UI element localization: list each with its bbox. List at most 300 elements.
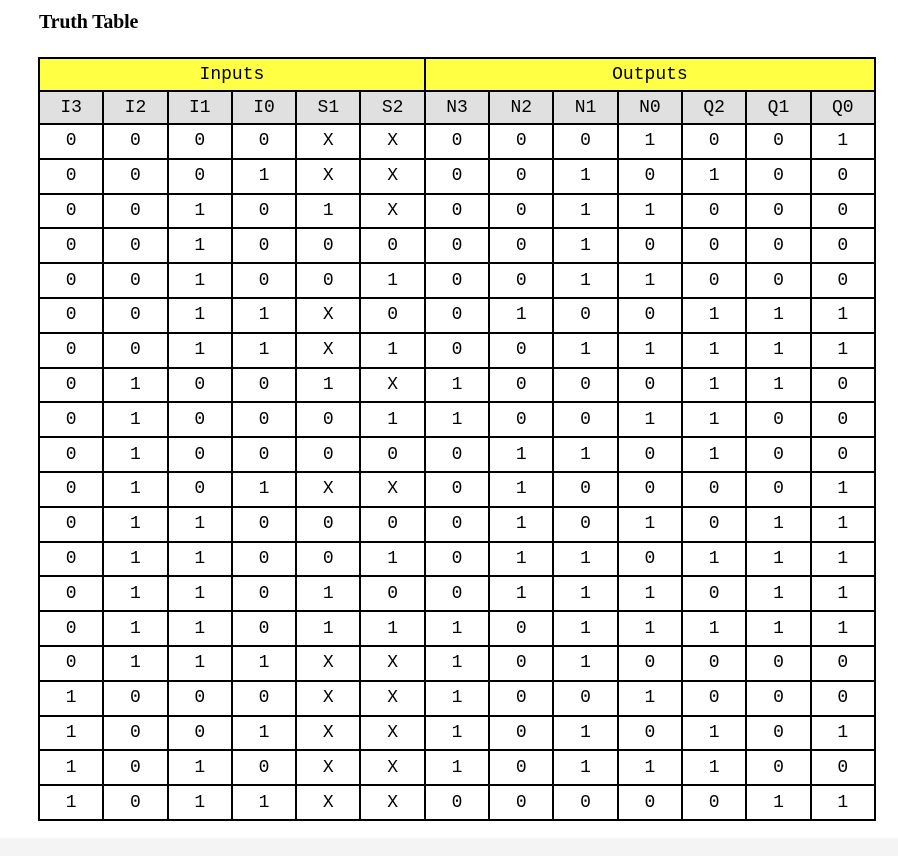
cell-n1: 1 bbox=[553, 542, 617, 577]
cell-n0: 1 bbox=[618, 194, 682, 229]
cell-s2: X bbox=[360, 194, 424, 229]
cell-i3: 0 bbox=[39, 333, 103, 368]
cell-n0: 0 bbox=[618, 716, 682, 751]
cell-n0: 0 bbox=[618, 437, 682, 472]
cell-i0: 1 bbox=[232, 785, 296, 820]
cell-i1: 1 bbox=[168, 785, 232, 820]
table-row bbox=[39, 472, 875, 507]
cell-n2: 0 bbox=[489, 402, 553, 437]
column-header-i1: I1 bbox=[168, 91, 232, 124]
cell-n2: 0 bbox=[489, 228, 553, 263]
cell-i0: 0 bbox=[232, 228, 296, 263]
cell-s2: X bbox=[360, 368, 424, 403]
cell-q0: 1 bbox=[811, 124, 875, 159]
column-header-n1: N1 bbox=[553, 91, 617, 124]
cell-i3: 0 bbox=[39, 472, 103, 507]
cell-s2: 1 bbox=[360, 263, 424, 298]
cell-q0: 1 bbox=[811, 576, 875, 611]
cell-n0: 0 bbox=[618, 298, 682, 333]
cell-i3: 0 bbox=[39, 507, 103, 542]
cell-n0: 1 bbox=[618, 333, 682, 368]
cell-n0: 0 bbox=[618, 542, 682, 577]
cell-s2: X bbox=[360, 785, 424, 820]
cell-i2: 1 bbox=[103, 576, 167, 611]
cell-i2: 1 bbox=[103, 507, 167, 542]
cell-n2: 1 bbox=[489, 576, 553, 611]
cell-s2: 1 bbox=[360, 333, 424, 368]
cell-q2: 1 bbox=[682, 159, 746, 194]
cell-n1: 0 bbox=[553, 124, 617, 159]
cell-q0: 0 bbox=[811, 228, 875, 263]
cell-n1: 1 bbox=[553, 437, 617, 472]
cell-i2: 0 bbox=[103, 298, 167, 333]
cell-q1: 0 bbox=[746, 159, 810, 194]
cell-n1: 1 bbox=[553, 646, 617, 681]
cell-s1: 1 bbox=[296, 576, 360, 611]
cell-n2: 1 bbox=[489, 472, 553, 507]
cell-s1: X bbox=[296, 716, 360, 751]
cell-s1: 0 bbox=[296, 542, 360, 577]
cell-q2: 0 bbox=[682, 646, 746, 681]
cell-n2: 1 bbox=[489, 542, 553, 577]
cell-i1: 1 bbox=[168, 333, 232, 368]
cell-i3: 0 bbox=[39, 611, 103, 646]
cell-n0: 1 bbox=[618, 681, 682, 716]
column-header-i0: I0 bbox=[232, 91, 296, 124]
table-row bbox=[39, 333, 875, 368]
cell-q2: 0 bbox=[682, 785, 746, 820]
table-row bbox=[39, 298, 875, 333]
cell-s2: X bbox=[360, 159, 424, 194]
cell-q1: 1 bbox=[746, 298, 810, 333]
table-row bbox=[39, 750, 875, 785]
cell-q2: 1 bbox=[682, 611, 746, 646]
cell-i0: 1 bbox=[232, 159, 296, 194]
cell-q1: 1 bbox=[746, 368, 810, 403]
cell-q2: 0 bbox=[682, 681, 746, 716]
cell-n0: 0 bbox=[618, 368, 682, 403]
column-header-s1: S1 bbox=[296, 91, 360, 124]
cell-s2: 0 bbox=[360, 576, 424, 611]
column-header-q0: Q0 bbox=[811, 91, 875, 124]
cell-q1: 0 bbox=[746, 124, 810, 159]
cell-q1: 0 bbox=[746, 437, 810, 472]
cell-q0: 1 bbox=[811, 298, 875, 333]
cell-n0: 0 bbox=[618, 646, 682, 681]
cell-i1: 0 bbox=[168, 159, 232, 194]
cell-n2: 0 bbox=[489, 611, 553, 646]
cell-q0: 0 bbox=[811, 159, 875, 194]
cell-n3: 1 bbox=[425, 716, 489, 751]
cell-n3: 0 bbox=[425, 228, 489, 263]
cell-q0: 1 bbox=[811, 333, 875, 368]
cell-s1: 0 bbox=[296, 228, 360, 263]
cell-s2: 0 bbox=[360, 298, 424, 333]
cell-s2: X bbox=[360, 646, 424, 681]
cell-s2: 1 bbox=[360, 611, 424, 646]
cell-i3: 0 bbox=[39, 368, 103, 403]
cell-i0: 0 bbox=[232, 263, 296, 298]
cell-q1: 0 bbox=[746, 402, 810, 437]
cell-n3: 1 bbox=[425, 646, 489, 681]
cell-q2: 0 bbox=[682, 194, 746, 229]
column-header-q2: Q2 bbox=[682, 91, 746, 124]
cell-n1: 1 bbox=[553, 263, 617, 298]
bottom-strip bbox=[0, 838, 898, 856]
cell-q1: 0 bbox=[746, 646, 810, 681]
cell-q2: 0 bbox=[682, 228, 746, 263]
cell-s1: X bbox=[296, 298, 360, 333]
cell-s1: 1 bbox=[296, 194, 360, 229]
cell-i3: 1 bbox=[39, 681, 103, 716]
cell-i1: 0 bbox=[168, 368, 232, 403]
cell-i2: 0 bbox=[103, 228, 167, 263]
cell-q2: 0 bbox=[682, 472, 746, 507]
page-title: Truth Table bbox=[39, 11, 139, 33]
cell-n2: 0 bbox=[489, 681, 553, 716]
cell-n3: 1 bbox=[425, 402, 489, 437]
cell-q1: 1 bbox=[746, 785, 810, 820]
cell-s2: X bbox=[360, 750, 424, 785]
cell-i3: 0 bbox=[39, 298, 103, 333]
cell-n1: 1 bbox=[553, 159, 617, 194]
cell-s2: 0 bbox=[360, 228, 424, 263]
cell-i2: 1 bbox=[103, 611, 167, 646]
cell-n2: 0 bbox=[489, 159, 553, 194]
cell-i2: 1 bbox=[103, 646, 167, 681]
cell-q0: 0 bbox=[811, 368, 875, 403]
cell-i1: 1 bbox=[168, 263, 232, 298]
cell-n3: 0 bbox=[425, 124, 489, 159]
cell-i1: 0 bbox=[168, 681, 232, 716]
inputs-group-header: Inputs bbox=[39, 58, 425, 91]
cell-q0: 1 bbox=[811, 611, 875, 646]
cell-s2: 0 bbox=[360, 507, 424, 542]
cell-s2: X bbox=[360, 472, 424, 507]
cell-n3: 1 bbox=[425, 681, 489, 716]
cell-n2: 1 bbox=[489, 507, 553, 542]
cell-i0: 0 bbox=[232, 576, 296, 611]
cell-q2: 1 bbox=[682, 750, 746, 785]
cell-i1: 1 bbox=[168, 576, 232, 611]
column-header-i3: I3 bbox=[39, 91, 103, 124]
cell-i0: 0 bbox=[232, 437, 296, 472]
cell-n3: 0 bbox=[425, 437, 489, 472]
column-header-q1: Q1 bbox=[746, 91, 810, 124]
cell-n3: 0 bbox=[425, 194, 489, 229]
cell-n0: 1 bbox=[618, 124, 682, 159]
table-row bbox=[39, 611, 875, 646]
cell-i1: 1 bbox=[168, 611, 232, 646]
cell-i1: 0 bbox=[168, 472, 232, 507]
cell-i1: 0 bbox=[168, 437, 232, 472]
cell-q2: 1 bbox=[682, 402, 746, 437]
cell-s2: X bbox=[360, 681, 424, 716]
table-row bbox=[39, 542, 875, 577]
cell-i3: 0 bbox=[39, 194, 103, 229]
cell-i2: 0 bbox=[103, 263, 167, 298]
cell-n2: 1 bbox=[489, 437, 553, 472]
column-header-i2: I2 bbox=[103, 91, 167, 124]
cell-q1: 0 bbox=[746, 194, 810, 229]
cell-n2: 1 bbox=[489, 298, 553, 333]
cell-n3: 0 bbox=[425, 472, 489, 507]
cell-q0: 1 bbox=[811, 785, 875, 820]
cell-n1: 1 bbox=[553, 611, 617, 646]
table-row bbox=[39, 194, 875, 229]
column-header-n0: N0 bbox=[618, 91, 682, 124]
cell-i2: 0 bbox=[103, 194, 167, 229]
column-header-n2: N2 bbox=[489, 91, 553, 124]
cell-i0: 0 bbox=[232, 194, 296, 229]
cell-q0: 1 bbox=[811, 542, 875, 577]
cell-n1: 0 bbox=[553, 785, 617, 820]
cell-n1: 0 bbox=[553, 368, 617, 403]
cell-q0: 0 bbox=[811, 681, 875, 716]
cell-n0: 1 bbox=[618, 507, 682, 542]
cell-n1: 0 bbox=[553, 681, 617, 716]
cell-q2: 0 bbox=[682, 263, 746, 298]
cell-i3: 0 bbox=[39, 437, 103, 472]
cell-q2: 1 bbox=[682, 542, 746, 577]
table-body bbox=[39, 124, 875, 820]
cell-i3: 0 bbox=[39, 576, 103, 611]
cell-s1: X bbox=[296, 472, 360, 507]
cell-q1: 1 bbox=[746, 333, 810, 368]
cell-s1: 0 bbox=[296, 507, 360, 542]
cell-q0: 0 bbox=[811, 194, 875, 229]
cell-n3: 0 bbox=[425, 542, 489, 577]
cell-n0: 0 bbox=[618, 228, 682, 263]
cell-i0: 0 bbox=[232, 542, 296, 577]
cell-n3: 0 bbox=[425, 785, 489, 820]
cell-i1: 1 bbox=[168, 646, 232, 681]
cell-s2: X bbox=[360, 716, 424, 751]
cell-i2: 1 bbox=[103, 542, 167, 577]
cell-n1: 1 bbox=[553, 228, 617, 263]
cell-n2: 0 bbox=[489, 785, 553, 820]
cell-n1: 1 bbox=[553, 576, 617, 611]
cell-n2: 0 bbox=[489, 194, 553, 229]
table-row bbox=[39, 507, 875, 542]
cell-n1: 1 bbox=[553, 333, 617, 368]
cell-i3: 0 bbox=[39, 124, 103, 159]
cell-n0: 0 bbox=[618, 785, 682, 820]
cell-i0: 0 bbox=[232, 124, 296, 159]
cell-i3: 1 bbox=[39, 716, 103, 751]
cell-i1: 1 bbox=[168, 750, 232, 785]
cell-s2: 1 bbox=[360, 402, 424, 437]
cell-q0: 1 bbox=[811, 472, 875, 507]
column-header-n3: N3 bbox=[425, 91, 489, 124]
cell-q1: 0 bbox=[746, 716, 810, 751]
cell-q2: 1 bbox=[682, 437, 746, 472]
cell-n0: 1 bbox=[618, 750, 682, 785]
cell-s2: 0 bbox=[360, 437, 424, 472]
cell-i3: 0 bbox=[39, 263, 103, 298]
cell-n1: 0 bbox=[553, 402, 617, 437]
cell-n0: 0 bbox=[618, 159, 682, 194]
table-row bbox=[39, 228, 875, 263]
cell-n3: 1 bbox=[425, 368, 489, 403]
cell-i0: 1 bbox=[232, 472, 296, 507]
cell-s1: 1 bbox=[296, 611, 360, 646]
cell-n3: 0 bbox=[425, 507, 489, 542]
cell-s1: 0 bbox=[296, 263, 360, 298]
cell-i3: 0 bbox=[39, 159, 103, 194]
cell-q2: 0 bbox=[682, 507, 746, 542]
cell-q0: 0 bbox=[811, 263, 875, 298]
cell-i3: 0 bbox=[39, 646, 103, 681]
cell-q0: 0 bbox=[811, 646, 875, 681]
cell-n3: 0 bbox=[425, 298, 489, 333]
cell-q0: 1 bbox=[811, 716, 875, 751]
cell-s1: X bbox=[296, 750, 360, 785]
cell-i2: 0 bbox=[103, 716, 167, 751]
cell-i1: 0 bbox=[168, 402, 232, 437]
table-row bbox=[39, 576, 875, 611]
cell-s1: X bbox=[296, 333, 360, 368]
cell-n2: 0 bbox=[489, 333, 553, 368]
cell-q2: 0 bbox=[682, 124, 746, 159]
cell-s1: 1 bbox=[296, 368, 360, 403]
cell-i0: 0 bbox=[232, 402, 296, 437]
cell-n3: 1 bbox=[425, 611, 489, 646]
cell-i1: 1 bbox=[168, 542, 232, 577]
cell-q1: 0 bbox=[746, 228, 810, 263]
cell-s2: 1 bbox=[360, 542, 424, 577]
table-row bbox=[39, 263, 875, 298]
cell-s1: X bbox=[296, 681, 360, 716]
cell-n2: 0 bbox=[489, 263, 553, 298]
cell-s1: X bbox=[296, 159, 360, 194]
table-row bbox=[39, 124, 875, 159]
cell-i3: 0 bbox=[39, 542, 103, 577]
cell-i2: 0 bbox=[103, 159, 167, 194]
cell-i3: 0 bbox=[39, 228, 103, 263]
cell-q0: 0 bbox=[811, 750, 875, 785]
table-row bbox=[39, 437, 875, 472]
cell-n0: 1 bbox=[618, 611, 682, 646]
cell-n1: 1 bbox=[553, 750, 617, 785]
truth-table bbox=[38, 57, 876, 821]
cell-i0: 0 bbox=[232, 507, 296, 542]
cell-i1: 1 bbox=[168, 228, 232, 263]
cell-i2: 1 bbox=[103, 472, 167, 507]
cell-s2: X bbox=[360, 124, 424, 159]
cell-i0: 1 bbox=[232, 298, 296, 333]
cell-n2: 0 bbox=[489, 716, 553, 751]
group-header-row bbox=[39, 58, 875, 91]
cell-i1: 1 bbox=[168, 298, 232, 333]
cell-i3: 0 bbox=[39, 402, 103, 437]
cell-i0: 0 bbox=[232, 750, 296, 785]
cell-i2: 0 bbox=[103, 681, 167, 716]
cell-i2: 1 bbox=[103, 402, 167, 437]
cell-i2: 1 bbox=[103, 368, 167, 403]
cell-s1: X bbox=[296, 124, 360, 159]
column-header-row bbox=[39, 91, 875, 124]
cell-i0: 1 bbox=[232, 333, 296, 368]
cell-i2: 0 bbox=[103, 785, 167, 820]
cell-i1: 0 bbox=[168, 716, 232, 751]
cell-s1: 0 bbox=[296, 402, 360, 437]
cell-n1: 1 bbox=[553, 716, 617, 751]
cell-q2: 1 bbox=[682, 368, 746, 403]
cell-q2: 1 bbox=[682, 333, 746, 368]
cell-n3: 1 bbox=[425, 750, 489, 785]
cell-q1: 1 bbox=[746, 576, 810, 611]
cell-n0: 1 bbox=[618, 263, 682, 298]
cell-n2: 0 bbox=[489, 368, 553, 403]
cell-i0: 0 bbox=[232, 681, 296, 716]
cell-i2: 0 bbox=[103, 124, 167, 159]
cell-q1: 0 bbox=[746, 263, 810, 298]
cell-n1: 0 bbox=[553, 507, 617, 542]
cell-n2: 0 bbox=[489, 646, 553, 681]
cell-n3: 0 bbox=[425, 333, 489, 368]
cell-i2: 0 bbox=[103, 750, 167, 785]
cell-i0: 1 bbox=[232, 646, 296, 681]
cell-q1: 0 bbox=[746, 472, 810, 507]
table-row bbox=[39, 785, 875, 820]
cell-i0: 1 bbox=[232, 716, 296, 751]
cell-q0: 0 bbox=[811, 402, 875, 437]
cell-i3: 1 bbox=[39, 785, 103, 820]
table-row bbox=[39, 716, 875, 751]
cell-q2: 0 bbox=[682, 576, 746, 611]
table-row bbox=[39, 402, 875, 437]
cell-q1: 1 bbox=[746, 611, 810, 646]
cell-q2: 1 bbox=[682, 716, 746, 751]
cell-i2: 0 bbox=[103, 333, 167, 368]
table-row bbox=[39, 646, 875, 681]
cell-q0: 0 bbox=[811, 437, 875, 472]
cell-n1: 0 bbox=[553, 472, 617, 507]
cell-n0: 0 bbox=[618, 472, 682, 507]
table-row bbox=[39, 159, 875, 194]
cell-n3: 0 bbox=[425, 263, 489, 298]
cell-i3: 1 bbox=[39, 750, 103, 785]
table-row bbox=[39, 681, 875, 716]
cell-q0: 1 bbox=[811, 507, 875, 542]
cell-i1: 1 bbox=[168, 194, 232, 229]
cell-n3: 0 bbox=[425, 159, 489, 194]
cell-i0: 0 bbox=[232, 368, 296, 403]
cell-n2: 0 bbox=[489, 124, 553, 159]
cell-q1: 0 bbox=[746, 750, 810, 785]
cell-i2: 1 bbox=[103, 437, 167, 472]
cell-q1: 0 bbox=[746, 681, 810, 716]
cell-q1: 1 bbox=[746, 542, 810, 577]
cell-n1: 0 bbox=[553, 298, 617, 333]
cell-s1: X bbox=[296, 785, 360, 820]
cell-i0: 0 bbox=[232, 611, 296, 646]
cell-s1: 0 bbox=[296, 437, 360, 472]
cell-q2: 1 bbox=[682, 298, 746, 333]
cell-n2: 0 bbox=[489, 750, 553, 785]
cell-i1: 0 bbox=[168, 124, 232, 159]
table-row bbox=[39, 368, 875, 403]
cell-n0: 1 bbox=[618, 576, 682, 611]
cell-i1: 1 bbox=[168, 507, 232, 542]
cell-n1: 1 bbox=[553, 194, 617, 229]
cell-s1: X bbox=[296, 646, 360, 681]
cell-n0: 1 bbox=[618, 402, 682, 437]
outputs-group-header: Outputs bbox=[425, 58, 875, 91]
cell-n3: 0 bbox=[425, 576, 489, 611]
cell-q1: 1 bbox=[746, 507, 810, 542]
